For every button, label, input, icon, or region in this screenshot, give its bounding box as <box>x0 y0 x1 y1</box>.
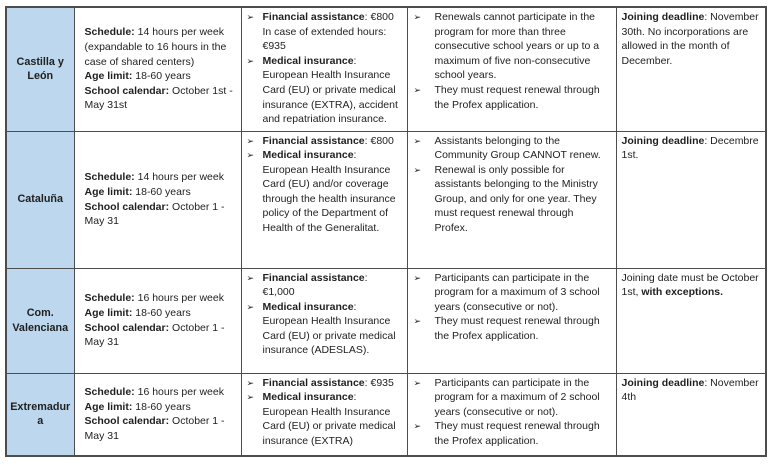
school-calendar-label: School calendar: <box>84 415 170 428</box>
renewal-text: Renewal is only possible for assistants belonging to the Ministry Group, and only for one year. They must request renewal through Profex. <box>434 163 598 235</box>
arrow-bullet-icon: ➢ <box>246 150 255 161</box>
schedule-label: Schedule: <box>84 26 135 39</box>
conditions-cell <box>74 373 241 456</box>
medical-insurance-label: Medical insurance <box>262 54 354 67</box>
joining-deadline-text: : November 4th <box>621 376 759 404</box>
age-limit-label: Age limit: <box>84 306 133 319</box>
school-calendar-label: School calendar: <box>84 321 170 334</box>
renewal-item <box>414 163 609 236</box>
table-row <box>6 373 766 456</box>
benefit-item <box>247 148 403 236</box>
schedule-label: Schedule: <box>84 292 135 305</box>
benefit-item <box>247 54 403 127</box>
region-cell <box>6 7 74 131</box>
schedule-value: 16 hours per week <box>134 386 224 399</box>
renewal-item <box>414 376 609 420</box>
schedule-value: 14 hours per week (expandable to 16 hours in the case of shared centers) <box>84 26 227 68</box>
age-limit-label: Age limit: <box>84 70 133 83</box>
age-limit-value: 18-60 years <box>132 306 191 319</box>
schedule-value: 14 hours per week <box>134 171 224 184</box>
deadline-cell <box>616 373 766 456</box>
arrow-bullet-icon: ➢ <box>413 316 422 327</box>
renewal-cell <box>407 7 616 131</box>
financial-assistance-label: Financial assistance <box>262 11 365 23</box>
renewal-text: Participants can participate in the program for a maximum of 2 school years (consecutive or not). <box>434 376 600 418</box>
arrow-bullet-icon: ➢ <box>246 377 255 388</box>
financial-assistance-value: : €800 <box>364 134 394 147</box>
region-cell <box>6 373 74 456</box>
arrow-bullet-icon: ➢ <box>246 272 255 283</box>
financial-assistance-value: : €1,000 <box>262 271 368 299</box>
benefits-cell <box>241 268 407 373</box>
joining-deadline-label: Joining deadline <box>621 376 705 389</box>
renewal-text: Renewals cannot participate in the program for more than three consecutive school years or up to a maximum of five non-consecutive school years. <box>434 11 600 82</box>
conditions-cell <box>74 268 241 373</box>
arrow-bullet-icon: ➢ <box>413 272 422 283</box>
renewal-cell <box>407 131 616 268</box>
deadline-cell <box>616 7 766 131</box>
financial-assistance-label: Financial assistance <box>262 271 365 284</box>
benefit-item <box>247 134 403 149</box>
deadline-cell <box>616 131 766 268</box>
conditions-cell <box>74 131 241 268</box>
arrow-bullet-icon: ➢ <box>413 164 422 175</box>
renewal-text: They must request renewal through the Profex application. <box>434 315 600 342</box>
renewal-cell <box>407 268 616 373</box>
medical-insurance-label: Medical insurance <box>262 149 354 162</box>
table-row <box>6 131 766 268</box>
schedule-label: Schedule: <box>84 386 135 399</box>
arrow-bullet-icon: ➢ <box>413 135 422 146</box>
region-name: Cataluña <box>17 193 64 206</box>
school-calendar-value: October 1st - May 31st <box>84 84 233 112</box>
table-row <box>6 7 766 131</box>
medical-insurance-value: : European Health Insurance Card (EU) or private medical insurance (EXTRA) <box>262 391 396 447</box>
arrow-bullet-icon: ➢ <box>246 135 255 146</box>
renewal-cell <box>407 373 616 456</box>
arrow-bullet-icon: ➢ <box>246 12 255 22</box>
medical-insurance-label: Medical insurance <box>262 391 354 404</box>
region-cell <box>6 268 74 373</box>
benefits-cell <box>241 131 407 268</box>
medical-insurance-label: Medical insurance <box>262 300 354 313</box>
arrow-bullet-icon: ➢ <box>246 55 255 66</box>
region-name: Castilla y León <box>16 55 64 83</box>
renewal-item <box>414 134 609 163</box>
schedule-value: 16 hours per week <box>134 292 224 305</box>
renewal-item <box>414 271 609 315</box>
deadline-cell <box>616 268 766 373</box>
benefit-item <box>247 390 403 448</box>
school-calendar-value: October 1 - May 31 <box>84 321 225 349</box>
age-limit-value: 18-60 years <box>132 400 191 413</box>
medical-insurance-value: : European Health Insurance Card (EU) and/or coverage through the health insurance policy of the Department of Health of the Generalitat. <box>262 149 396 235</box>
program-conditions-table <box>5 6 767 457</box>
financial-assistance-value: : €800 In case of extended hours: €935 <box>262 11 394 53</box>
age-limit-value: 18-60 years <box>132 70 191 83</box>
age-limit-label: Age limit: <box>84 185 133 198</box>
medical-insurance-value: : European Health Insurance Card (EU) or private medical insurance (ADESLAS). <box>262 300 396 357</box>
renewal-text: Assistants belonging to the Community Group CANNOT renew. <box>434 134 601 162</box>
benefit-item <box>247 376 403 391</box>
arrow-bullet-icon: ➢ <box>413 12 422 22</box>
renewal-text: They must request renewal through the Profex application. <box>434 83 600 111</box>
arrow-bullet-icon: ➢ <box>413 377 422 388</box>
benefits-cell <box>241 373 407 456</box>
financial-assistance-value: : €935 <box>364 376 394 389</box>
renewal-item <box>414 10 609 83</box>
region-cell <box>6 131 74 268</box>
table-row <box>6 268 766 373</box>
school-calendar-label: School calendar: <box>84 84 170 97</box>
arrow-bullet-icon: ➢ <box>413 84 422 95</box>
region-name: Extremadura <box>10 400 71 428</box>
region-name: Com. Valenciana <box>12 306 69 334</box>
joining-deadline-text: : November 30th. No incorporations are allowed in the month of December. <box>621 11 759 67</box>
renewal-text: Participants can participate in the program for a maximum of 3 school years (consecutive or not). <box>434 271 600 313</box>
arrow-bullet-icon: ➢ <box>246 392 255 403</box>
financial-assistance-label: Financial assistance <box>262 134 365 147</box>
joining-deadline-text: : Decembre 1st. <box>621 134 759 162</box>
schedule-label: Schedule: <box>84 171 135 184</box>
medical-insurance-value: : European Health Insurance Card (EU) or private medical insurance (EXTRA), accident and repatriation insurance. <box>262 54 398 126</box>
benefit-item <box>247 10 403 54</box>
school-calendar-value: October 1 - May 31 <box>84 415 225 442</box>
age-limit-value: 18-60 years <box>132 185 191 198</box>
joining-deadline-label: Joining deadline <box>621 134 705 147</box>
renewal-item <box>414 83 609 112</box>
renewal-text: They must request renewal through the Profex application. <box>434 420 600 447</box>
conditions-cell <box>74 7 241 131</box>
arrow-bullet-icon: ➢ <box>246 301 255 312</box>
school-calendar-label: School calendar: <box>84 200 170 213</box>
benefits-cell <box>241 7 407 131</box>
financial-assistance-label: Financial assistance <box>262 376 365 389</box>
joining-deadline-bold-suffix: with exceptions. <box>641 286 724 299</box>
age-limit-label: Age limit: <box>84 400 133 413</box>
renewal-item <box>414 419 609 448</box>
school-calendar-value: October 1 - May 31 <box>84 200 225 228</box>
benefit-item <box>247 300 403 358</box>
joining-deadline-label: Joining deadline <box>621 11 705 23</box>
benefit-item <box>247 271 403 300</box>
arrow-bullet-icon: ➢ <box>413 421 422 432</box>
renewal-item <box>414 314 609 343</box>
joining-deadline-text: Joining date must be October 1st, <box>621 271 759 299</box>
